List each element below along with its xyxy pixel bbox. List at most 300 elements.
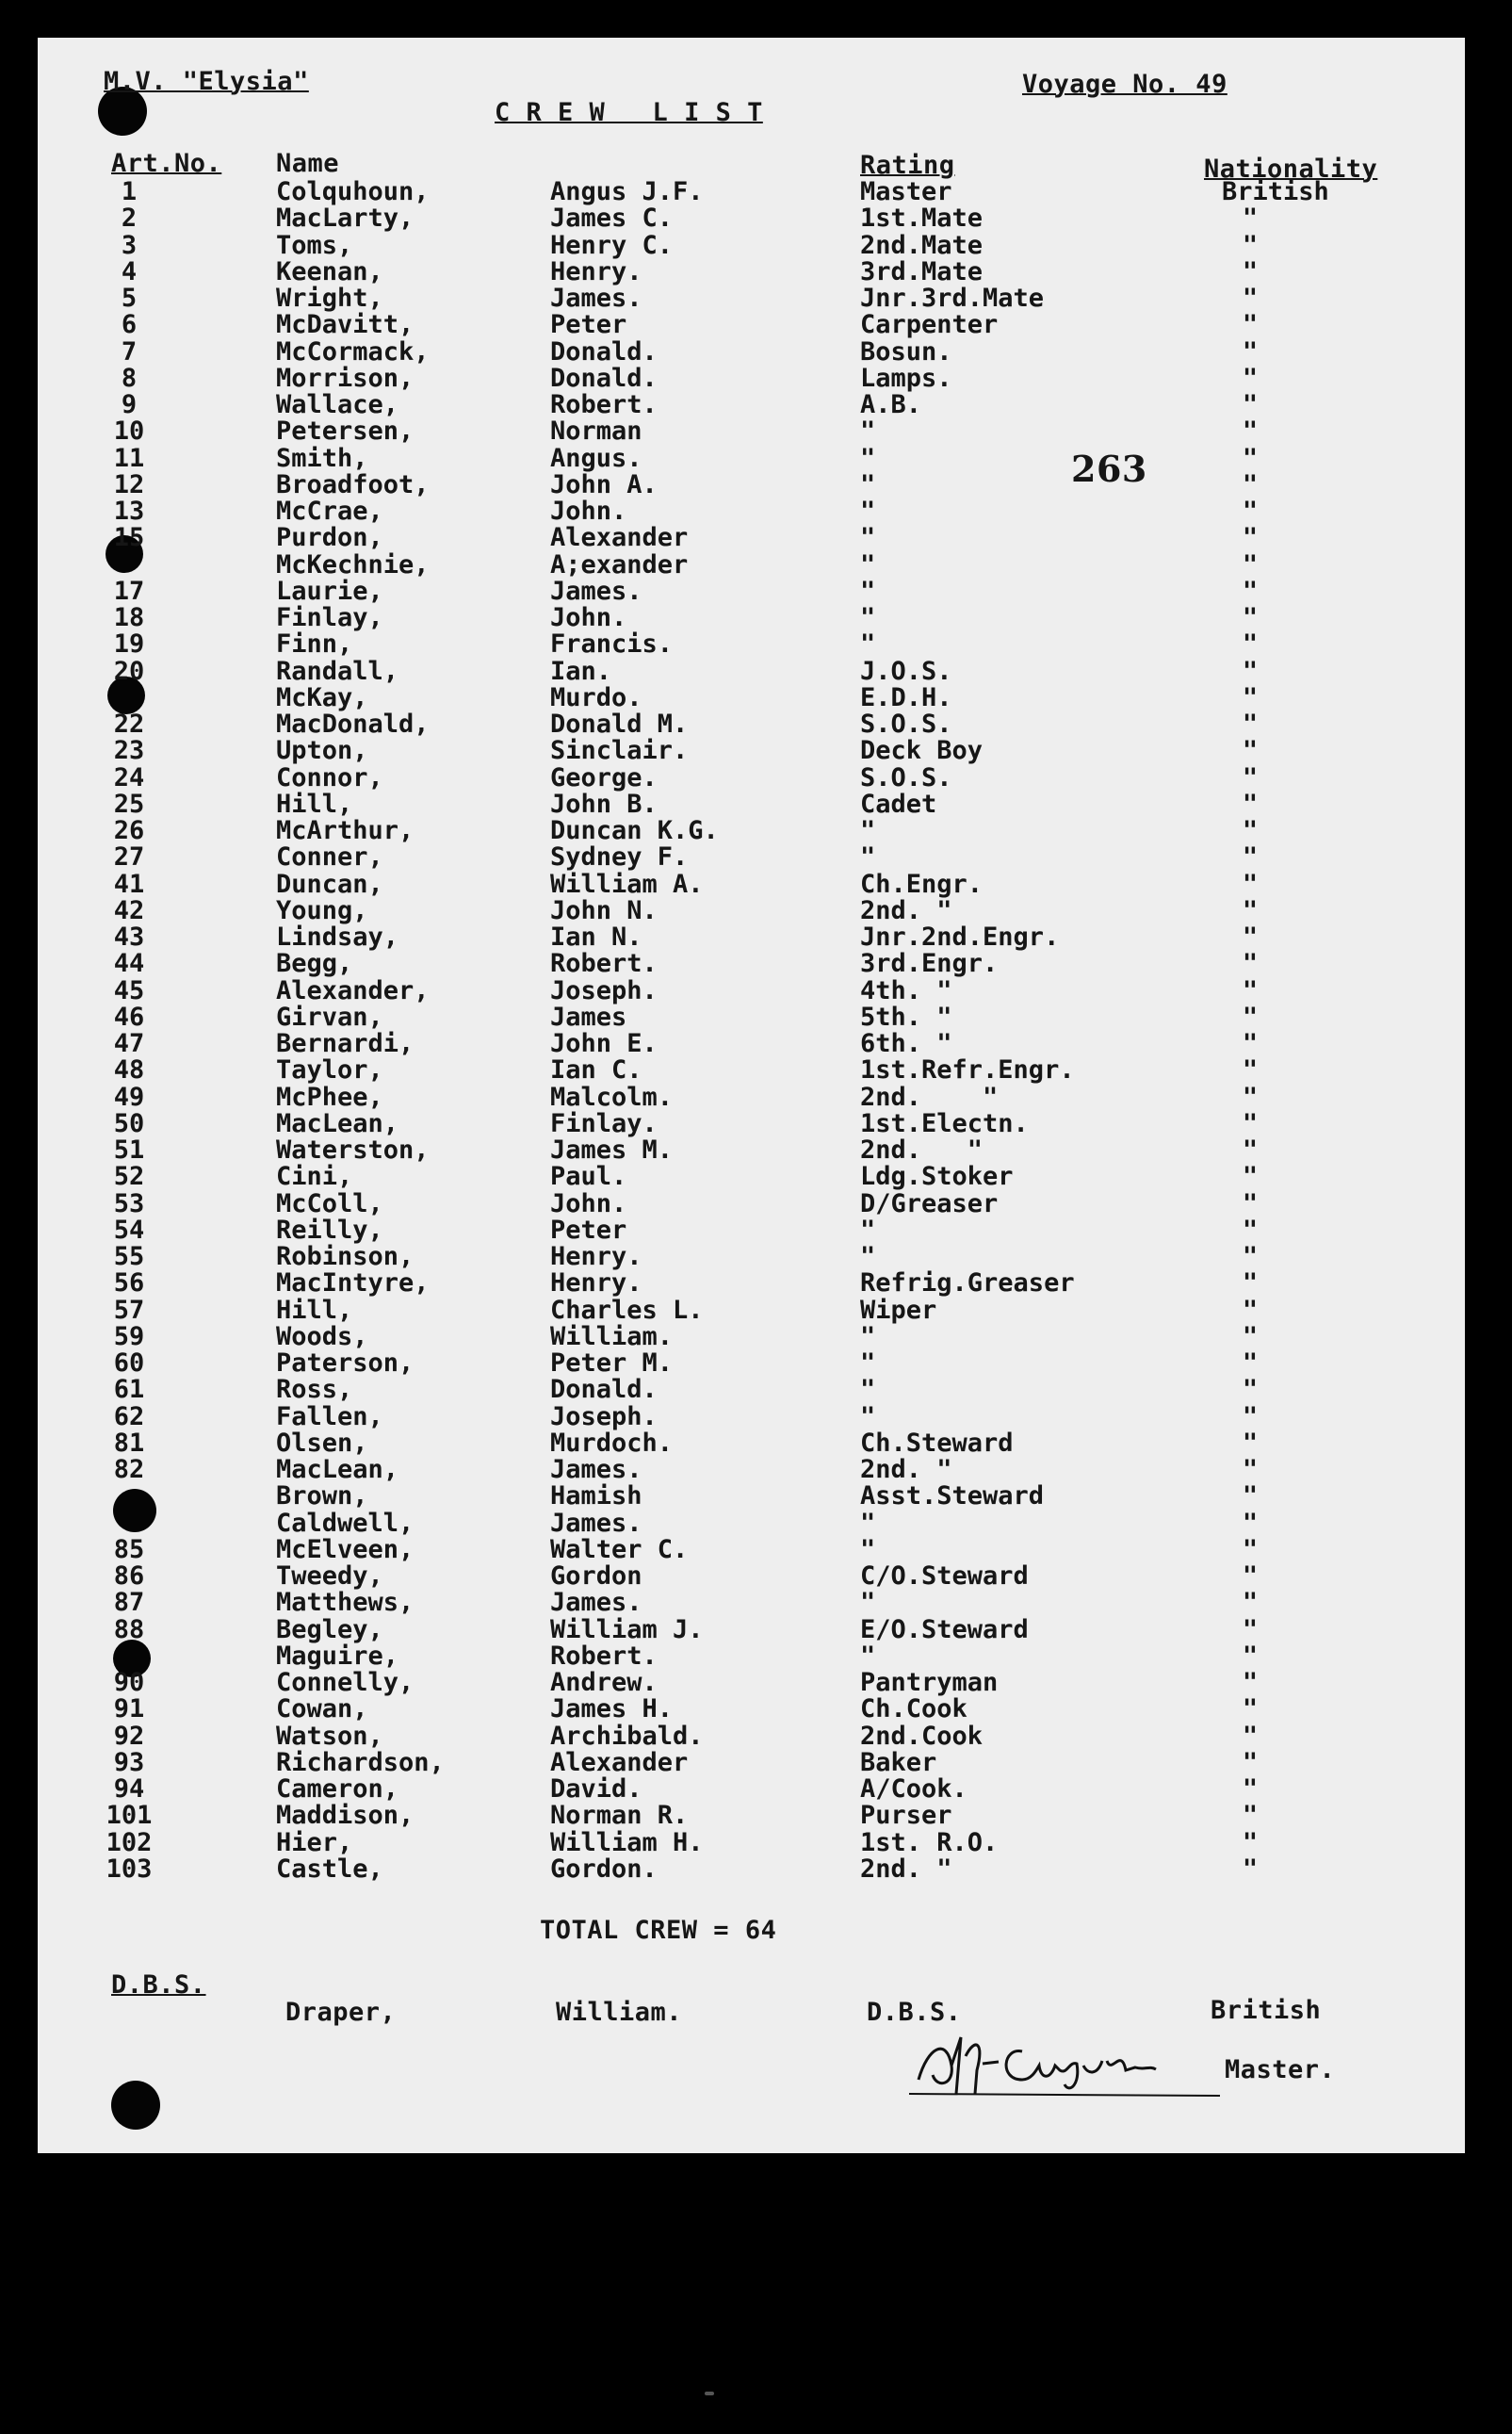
crew-row (38, 711, 1465, 738)
crew-rating: " (860, 549, 876, 580)
crew-row (38, 549, 1465, 580)
crew-row (38, 1217, 1465, 1244)
crew-nationality: " (1242, 736, 1259, 766)
crew-art-no: 4 (121, 256, 138, 286)
total-crew: TOTAL CREW = 64 (540, 1916, 777, 1945)
crew-surname: Broadfoot, (276, 469, 430, 499)
crew-rating: E.D.H. (860, 682, 952, 712)
crew-nationality: " (1242, 1188, 1259, 1218)
crew-art-no: 52 (113, 1162, 145, 1192)
crew-row (38, 1082, 1465, 1112)
crew-art-no: 92 (113, 1721, 145, 1751)
crew-rating: C/O.Steward (860, 1561, 1029, 1591)
crew-nationality: " (1242, 1029, 1259, 1058)
crew-art-no: 82 (113, 1455, 145, 1484)
crew-rating: " (860, 629, 876, 660)
crew-row (38, 682, 1465, 712)
crew-surname: Purdon, (276, 523, 383, 553)
crew-rating: " (860, 1321, 876, 1351)
crew-given-name: Norman R. (550, 1801, 689, 1831)
crew-surname: Waterston, (276, 1135, 430, 1165)
crew-given-name: William H. (550, 1827, 704, 1857)
crew-nationality: " (1242, 816, 1259, 845)
crew-surname: MacIntyre, (276, 1268, 430, 1299)
crew-art-no: 5 (121, 284, 138, 313)
crew-given-name: John N. (550, 895, 658, 925)
crew-given-name: Donald. (550, 1375, 658, 1405)
crew-rating: " (860, 576, 876, 606)
crew-rating: Ch.Engr. (860, 869, 984, 899)
crew-rating: Jnr.2nd.Engr. (860, 923, 1060, 952)
crew-rating: Asst.Steward (860, 1481, 1045, 1511)
crew-art-no: 15 (113, 523, 145, 553)
crew-surname: Castle, (276, 1854, 383, 1884)
crew-art-no: 59 (113, 1321, 145, 1351)
crew-given-name: Henry. (550, 256, 642, 286)
crew-rating: " (860, 842, 876, 873)
crew-given-name: Ian. (550, 656, 612, 686)
crew-surname: MacDonald, (276, 710, 430, 739)
crew-nationality: " (1242, 1321, 1259, 1351)
crew-row (38, 818, 1465, 844)
crew-rating: 4th. " (860, 975, 952, 1005)
crew-rating: Jnr.3rd.Mate (860, 284, 1045, 313)
crew-nationality: " (1242, 1375, 1259, 1405)
crew-art-no: 103 (106, 1854, 153, 1884)
crew-given-name: Hamish (550, 1481, 642, 1511)
crew-surname: McKay, (276, 682, 368, 712)
crew-rating: " (860, 1401, 876, 1431)
crew-surname: Colquhoun, (276, 177, 430, 206)
crew-art-no: 102 (106, 1827, 153, 1857)
crew-row (38, 1401, 1465, 1431)
crew-nationality: " (1242, 204, 1259, 234)
crew-row (38, 392, 1465, 418)
crew-row (38, 1137, 1465, 1164)
crew-art-no: 51 (113, 1135, 145, 1165)
crew-row (38, 1670, 1465, 1696)
crew-given-name: Gordon. (550, 1854, 658, 1884)
crew-rating: Master (860, 177, 952, 206)
folio-number: 263 (1071, 448, 1147, 490)
crew-surname: Paterson, (276, 1348, 415, 1378)
crew-rating: 3rd.Engr. (860, 949, 999, 979)
crew-rating: " (860, 497, 876, 526)
crew-rating: D/Greaser (860, 1188, 999, 1218)
crew-surname: Reilly, (276, 1215, 383, 1245)
crew-row (38, 1856, 1465, 1883)
crew-given-name: Paul. (550, 1162, 627, 1192)
rating-header: Rating (860, 151, 955, 180)
crew-rating: 5th. " (860, 1002, 952, 1032)
crew-surname: Begley, (276, 1614, 383, 1644)
crew-nationality: " (1242, 1055, 1259, 1086)
crew-row (38, 1244, 1465, 1270)
crew-surname: Cini, (276, 1162, 353, 1192)
crew-surname: Randall, (276, 656, 399, 686)
crew-rating: Deck Boy (860, 736, 984, 766)
crew-surname: Hill, (276, 789, 353, 819)
crew-nationality: " (1242, 1215, 1259, 1245)
crew-nationality: " (1242, 549, 1259, 580)
crew-given-name: Donald. (550, 363, 658, 393)
crew-nationality: " (1242, 1721, 1259, 1751)
crew-rating: J.O.S. (860, 656, 952, 686)
crew-row (38, 656, 1465, 686)
crew-given-name: Murdoch. (550, 1428, 674, 1458)
crew-surname: Wallace, (276, 390, 399, 419)
crew-art-no: 55 (113, 1242, 145, 1271)
crew-row (38, 924, 1465, 951)
crew-art-no: 17 (113, 576, 145, 606)
crew-nationality: " (1242, 1801, 1259, 1831)
crew-art-no: 9 (121, 390, 138, 419)
crew-row (38, 1188, 1465, 1218)
crew-surname: Petersen, (276, 417, 415, 447)
crew-given-name: Donald. (550, 336, 658, 367)
crew-art-no: 8 (121, 363, 138, 393)
crew-nationality: " (1242, 497, 1259, 526)
crew-surname: Laurie, (276, 576, 383, 606)
crew-row (38, 869, 1465, 899)
crew-surname: Caldwell, (276, 1508, 415, 1538)
dbs-given: William. (556, 1998, 683, 2027)
crew-given-name: A;exander (550, 549, 689, 580)
crew-surname: McPhee, (276, 1082, 383, 1112)
crew-given-name: James C. (550, 204, 674, 234)
crew-rating: " (860, 1534, 876, 1564)
crew-surname: Brown, (276, 1481, 368, 1511)
crew-nationality: " (1242, 1588, 1259, 1618)
crew-row (38, 1430, 1465, 1457)
crew-surname: Wright, (276, 284, 383, 313)
crew-surname: Lindsay, (276, 923, 399, 952)
crew-given-name: Francis. (550, 629, 674, 660)
crew-art-no: 88 (113, 1614, 145, 1644)
crew-nationality: " (1242, 256, 1259, 286)
crew-row (38, 975, 1465, 1005)
crew-surname: MacLarty, (276, 204, 415, 234)
crew-surname: Tweedy, (276, 1561, 383, 1591)
crew-rating: " (860, 1215, 876, 1245)
crew-row (38, 312, 1465, 338)
crew-art-no: 94 (113, 1774, 145, 1804)
crew-given-name: Charles L. (550, 1295, 704, 1325)
crew-art-no: 86 (113, 1561, 145, 1591)
crew-nationality: " (1242, 576, 1259, 606)
crew-nationality: " (1242, 1135, 1259, 1165)
crew-art-no: 46 (113, 1002, 145, 1032)
dbs-nationality: British (1211, 1996, 1322, 2025)
crew-row (38, 1270, 1465, 1297)
crew-rating: 2nd. " (860, 1455, 952, 1484)
crew-surname: Hier, (276, 1827, 353, 1857)
crew-art-no: 20 (113, 656, 145, 686)
crew-given-name: James. (550, 576, 642, 606)
master-signature (909, 2028, 1220, 2103)
crew-surname: Finn, (276, 629, 353, 660)
crew-row (38, 605, 1465, 631)
crew-rating: A/Cook. (860, 1774, 967, 1804)
crew-rating: Ch.Cook (860, 1694, 967, 1724)
crew-row (38, 525, 1465, 551)
crew-art-no: 11 (113, 443, 145, 473)
crew-nationality: " (1242, 923, 1259, 952)
crew-given-name: Sinclair. (550, 736, 689, 766)
crew-surname: Cowan, (276, 1694, 368, 1724)
crew-art-no: 10 (113, 417, 145, 447)
crew-given-name: Finlay. (550, 1108, 658, 1138)
crew-surname: Maddison, (276, 1801, 415, 1831)
crew-row (38, 1108, 1465, 1138)
nationality-header: Nationality (1204, 155, 1378, 184)
crew-nationality: " (1242, 1561, 1259, 1591)
crew-given-name: Henry C. (550, 230, 674, 260)
crew-nationality: " (1242, 1641, 1259, 1671)
crew-given-name: James. (550, 1588, 642, 1618)
crew-nationality: " (1242, 603, 1259, 632)
crew-surname: Hill, (276, 1295, 353, 1325)
crew-given-name: John. (550, 497, 627, 526)
crew-rating: " (860, 816, 876, 845)
crew-art-no: 91 (113, 1694, 145, 1724)
crew-rating: Carpenter (860, 310, 999, 340)
crew-nationality: " (1242, 762, 1259, 792)
crew-rating: " (860, 1348, 876, 1378)
document-title: C R E W L I S T (495, 98, 763, 127)
crew-rating: 2nd. " (860, 895, 952, 925)
crew-row (38, 576, 1465, 606)
dbs-label: D.B.S. (111, 1970, 206, 2000)
crew-surname: Bernardi, (276, 1029, 415, 1058)
crew-art-no: 85 (113, 1534, 145, 1564)
crew-row (38, 631, 1465, 658)
crew-nationality: " (1242, 1614, 1259, 1644)
crew-nationality: " (1242, 336, 1259, 367)
crew-given-name: James H. (550, 1694, 674, 1724)
crew-row (38, 179, 1465, 205)
crew-given-name: Gordon (550, 1561, 642, 1591)
crew-surname: McCormack, (276, 336, 430, 367)
crew-surname: McDavitt, (276, 310, 415, 340)
crew-nationality: " (1242, 284, 1259, 313)
crew-given-name: James. (550, 1455, 642, 1484)
crew-surname: Alexander, (276, 975, 430, 1005)
crew-row (38, 1457, 1465, 1483)
crew-surname: Cameron, (276, 1774, 399, 1804)
crew-list-document (38, 38, 1465, 2153)
crew-row (38, 1803, 1465, 1829)
crew-rating: Wiper (860, 1295, 937, 1325)
crew-art-no: 101 (106, 1801, 153, 1831)
crew-nationality: " (1242, 1774, 1259, 1804)
crew-row (38, 1590, 1465, 1616)
crew-art-no: 47 (113, 1029, 145, 1058)
crew-given-name: James. (550, 284, 642, 313)
crew-art-no: 87 (113, 1588, 145, 1618)
crew-rating: S.O.S. (860, 710, 952, 739)
crew-nationality: " (1242, 1694, 1259, 1724)
name-header: Name (276, 149, 340, 178)
crew-nationality: " (1242, 975, 1259, 1005)
crew-rating: A.B. (860, 390, 922, 419)
crew-art-no: 61 (113, 1375, 145, 1405)
crew-art-no: 49 (113, 1082, 145, 1112)
crew-surname: Smith, (276, 443, 368, 473)
crew-art-no: 26 (113, 816, 145, 845)
crew-row (38, 256, 1465, 286)
crew-nationality: " (1242, 417, 1259, 447)
crew-surname: Woods, (276, 1321, 368, 1351)
crew-nationality: " (1242, 1827, 1259, 1857)
crew-art-no: 2 (121, 204, 138, 234)
crew-rating: 1st.Refr.Engr. (860, 1055, 1075, 1086)
crew-art-no: 23 (113, 736, 145, 766)
crew-art-no: 44 (113, 949, 145, 979)
crew-surname: MacLean, (276, 1108, 399, 1138)
crew-row (38, 1827, 1465, 1857)
crew-rating: 2nd.Mate (860, 230, 984, 260)
crew-given-name: Malcolm. (550, 1082, 674, 1112)
crew-nationality: " (1242, 1295, 1259, 1325)
crew-row (38, 1350, 1465, 1377)
crew-row (38, 789, 1465, 819)
crew-given-name: Sydney F. (550, 842, 689, 873)
crew-rating: Baker (860, 1747, 937, 1777)
crew-nationality: " (1242, 949, 1259, 979)
crew-given-name: Donald M. (550, 710, 689, 739)
crew-surname: Duncan, (276, 869, 383, 899)
crew-given-name: William A. (550, 869, 704, 899)
crew-rating: " (860, 1588, 876, 1618)
crew-nationality: " (1242, 895, 1259, 925)
crew-nationality: " (1242, 1242, 1259, 1271)
crew-row (38, 443, 1465, 473)
crew-given-name: John E. (550, 1029, 658, 1058)
crew-nationality: " (1242, 1002, 1259, 1032)
crew-rating: 1st. R.O. (860, 1827, 999, 1857)
crew-art-no: 1 (121, 177, 138, 206)
crew-given-name: Robert. (550, 1641, 658, 1671)
crew-nationality: " (1242, 443, 1259, 473)
crew-rating: 3rd.Mate (860, 256, 984, 286)
crew-rating: 2nd. " (860, 1854, 952, 1884)
crew-art-no: 60 (113, 1348, 145, 1378)
crew-surname: Watson, (276, 1721, 383, 1751)
crew-art-no: 48 (113, 1055, 145, 1086)
crew-art-no: 81 (113, 1428, 145, 1458)
crew-row (38, 1002, 1465, 1032)
crew-art-no: 45 (113, 975, 145, 1005)
crew-given-name: James (550, 1002, 627, 1032)
crew-given-name: John. (550, 1188, 627, 1218)
crew-art-no: 12 (113, 469, 145, 499)
crew-art-no: 50 (113, 1108, 145, 1138)
crew-art-no: 6 (121, 310, 138, 340)
crew-surname: Begg, (276, 949, 353, 979)
crew-nationality: " (1242, 710, 1259, 739)
scan-speck (705, 2392, 714, 2395)
crew-rating: 2nd. " (860, 1135, 984, 1165)
crew-nationality: " (1242, 682, 1259, 712)
crew-surname: Upton, (276, 736, 368, 766)
crew-nationality: " (1242, 1481, 1259, 1511)
crew-nationality: " (1242, 1082, 1259, 1112)
crew-given-name: Peter M. (550, 1348, 674, 1378)
crew-nationality: " (1242, 656, 1259, 686)
crew-rating: " (860, 1375, 876, 1405)
voyage-number: Voyage No. 49 (1022, 70, 1227, 99)
crew-surname: McCrae, (276, 497, 383, 526)
crew-row (38, 951, 1465, 977)
crew-row (38, 1321, 1465, 1351)
crew-given-name: Duncan K.G. (550, 816, 719, 845)
crew-art-no: 41 (113, 869, 145, 899)
crew-rating: 2nd. " (860, 1082, 999, 1112)
crew-art-no: 42 (113, 895, 145, 925)
crew-rating: Lamps. (860, 363, 952, 393)
crew-art-no: 13 (113, 497, 145, 526)
crew-row (38, 498, 1465, 525)
crew-art-no: 54 (113, 1215, 145, 1245)
crew-surname: Taylor, (276, 1055, 383, 1086)
crew-row (38, 363, 1465, 393)
crew-art-no: 53 (113, 1188, 145, 1218)
crew-nationality: " (1242, 1401, 1259, 1431)
crew-nationality: " (1242, 1162, 1259, 1192)
crew-row (38, 1508, 1465, 1538)
crew-nationality: " (1242, 629, 1259, 660)
crew-nationality: " (1242, 310, 1259, 340)
crew-surname: Maguire, (276, 1641, 399, 1671)
crew-surname: Connelly, (276, 1668, 415, 1697)
crew-nationality: British (1222, 177, 1329, 206)
crew-surname: Richardson, (276, 1747, 445, 1777)
crew-given-name: John. (550, 603, 627, 632)
crew-surname: McElveen, (276, 1534, 415, 1564)
crew-row (38, 1295, 1465, 1325)
crew-surname: Morrison, (276, 363, 415, 393)
dbs-rating: D.B.S. (867, 1998, 962, 2027)
crew-given-name: Angus. (550, 443, 642, 473)
crew-given-name: Walter C. (550, 1534, 689, 1564)
crew-rating: Purser (860, 1801, 952, 1831)
crew-rating: Bosun. (860, 336, 952, 367)
crew-given-name: David. (550, 1774, 642, 1804)
crew-nationality: " (1242, 1747, 1259, 1777)
crew-surname: Olsen, (276, 1428, 368, 1458)
crew-row (38, 1747, 1465, 1777)
crew-row (38, 1377, 1465, 1403)
crew-given-name: James. (550, 1508, 642, 1538)
crew-rating: " (860, 469, 876, 499)
crew-row (38, 1614, 1465, 1644)
crew-nationality: " (1242, 1668, 1259, 1697)
crew-row (38, 1776, 1465, 1803)
crew-given-name: William J. (550, 1614, 704, 1644)
crew-given-name: Alexander (550, 523, 689, 553)
crew-rating: " (860, 523, 876, 553)
crew-given-name: John A. (550, 469, 658, 499)
crew-surname: MacLean, (276, 1455, 399, 1484)
crew-nationality: " (1242, 1108, 1259, 1138)
crew-given-name: Robert. (550, 949, 658, 979)
crew-art-no: 22 (113, 710, 145, 739)
crew-rating: " (860, 1508, 876, 1538)
crew-rating: " (860, 417, 876, 447)
crew-rating: Cadet (860, 789, 937, 819)
crew-nationality: " (1242, 363, 1259, 393)
